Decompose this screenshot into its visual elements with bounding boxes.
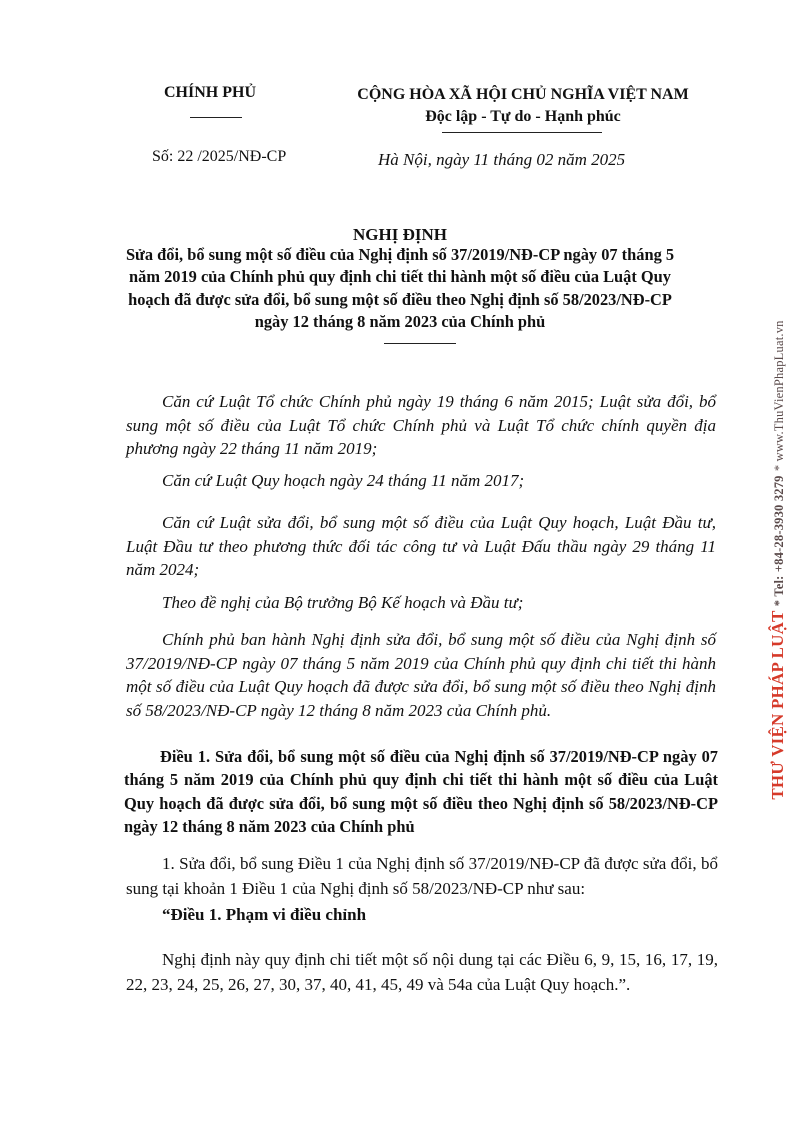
preamble-basis-2: Căn cứ Luật Quy hoạch ngày 24 tháng 11 năm 2017; xyxy=(162,471,525,490)
watermark-brand: THƯ VIỆN PHÁP LUẬT xyxy=(768,610,787,800)
article-1-heading: Điều 1. Sửa đổi, bổ sung một số điều của Nghị định số 37/2019/NĐ-CP ngày 07 tháng 5 năm 2019 của Chính phủ quy định chi tiết thi hành một số điều của Luật Quy hoạch đã được sửa đổi, bổ sung một số điều theo Nghị định số 58/2023/NĐ-CP ngày 12 tháng 8 năm 2023 của Chính phủ xyxy=(124,747,718,837)
preamble-promulgation: Chính phủ ban hành Nghị định sửa đổi, bổ sung một số điều của Nghị định số 37/2019/NĐ-CP ngày 07 tháng 5 năm 2019 của Chính phủ quy định chi tiết thi hành một số điều của Luật Quy hoạch đã được sửa đổi, bổ sung một số điều theo Nghị định số 58/2023/NĐ-CP ngày 12 tháng 8 năm 2023 của Chính phủ. xyxy=(126,630,716,720)
document-subtitle: Sửa đổi, bổ sung một số điều của Nghị định số 37/2019/NĐ-CP ngày 07 tháng 5 năm 2019 của Chính phủ quy định chi tiết thi hành một số điều của Luật Quy hoạch đã được sửa đổi, bổ sung một số điều theo Nghị định số 58/2023/NĐ-CP ngày 12 tháng 8 năm 2023 của Chính phủ xyxy=(125,245,675,331)
agency-underline xyxy=(190,117,242,118)
article-1-item-1: 1. Sửa đổi, bổ sung Điều 1 của Nghị định số 37/2019/NĐ-CP đã được sửa đổi, bổ sung tại khoản 1 Điều 1 của Nghị định số 58/2023/NĐ-CP như sau: xyxy=(126,854,718,898)
preamble-basis-1: Căn cứ Luật Tổ chức Chính phủ ngày 19 tháng 6 năm 2015; Luật sửa đổi, bổ sung một số điều của Luật Tổ chức Chính phủ và Luật Tổ chức chính quyền địa phương ngày 22 tháng 11 năm 2019; xyxy=(126,392,716,458)
document-type-title: NGHỊ ĐỊNH xyxy=(353,225,447,244)
issue-date: Hà Nội, ngày 11 tháng 02 năm 2025 xyxy=(378,150,626,169)
motto-underline xyxy=(442,132,602,133)
document-number: Số: 22 /2025/NĐ-CP xyxy=(152,148,287,165)
issuing-agency: CHÍNH PHỦ xyxy=(164,84,256,101)
national-motto: Độc lập - Tự do - Hạnh phúc xyxy=(425,108,621,125)
preamble-basis-3: Căn cứ Luật sửa đổi, bổ sung một số điều của Luật Quy hoạch, Luật Đầu tư, Luật Đầu tư theo phương thức đối tác công tư và Luật Đấu thầu ngày 29 tháng 11 năm 2024; xyxy=(126,513,716,579)
watermark-site: * www.ThuVienPhapLuat.vn xyxy=(772,320,786,472)
title-underline xyxy=(384,343,456,344)
national-header xyxy=(318,84,728,128)
country-name: CỘNG HÒA XÃ HỘI CHỦ NGHĨA VIỆT NAM xyxy=(357,86,689,103)
watermark-phone: * Tel: +84-28-3930 3279 xyxy=(772,475,786,607)
quoted-article-title: “Điều 1. Phạm vi điều chỉnh xyxy=(162,905,367,924)
side-watermark xyxy=(768,320,788,799)
quoted-article-body: Nghị định này quy định chi tiết một số nội dung tại các Điều 6, 9, 15, 16, 17, 19, 22, 23, 24, 25, 26, 27, 30, 37, 40, 41, 45, 49 và 54a của Luật Quy hoạch.”. xyxy=(126,950,718,994)
preamble-proposal: Theo đề nghị của Bộ trưởng Bộ Kế hoạch và Đầu tư; xyxy=(162,593,524,612)
